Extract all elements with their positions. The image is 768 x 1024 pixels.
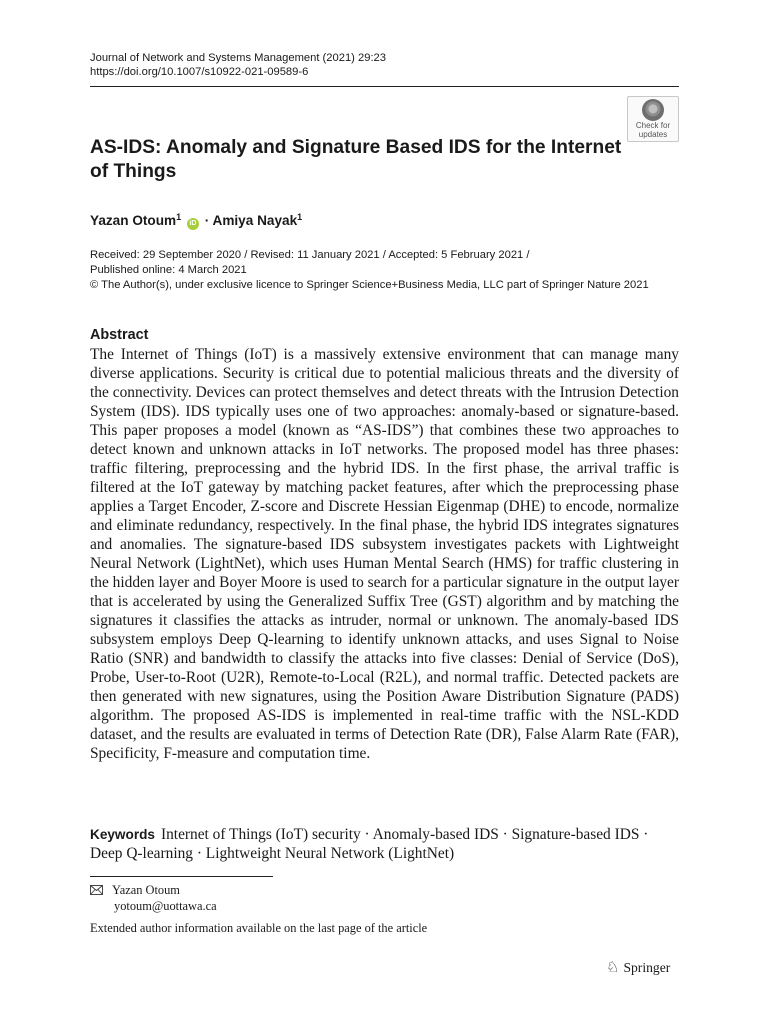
- keywords-list: Internet of Things (IoT) security · Anomaly-based IDS · Signature-based IDS · Deep Q-learning · Lightweight Neural Network (LightNet): [90, 826, 649, 862]
- paper-title: AS-IDS: Anomaly and Signature Based IDS for the Internet of Things: [90, 137, 622, 182]
- orcid-icon[interactable]: iD: [187, 218, 199, 230]
- header-divider: [90, 86, 679, 87]
- publication-dates: [90, 248, 690, 293]
- corresponding-author-email[interactable]: yotoum@uottawa.ca: [114, 899, 217, 913]
- published-online: Published online: 4 March 2021: [90, 264, 247, 276]
- author-name[interactable]: Yazan Otoum: [90, 213, 177, 228]
- extended-author-info: Extended author information available on the last page of the article: [90, 921, 428, 935]
- check-for-updates-button[interactable]: [627, 96, 679, 142]
- received-revised-accepted: Received: 29 September 2020 / Revised: 11 January 2021 / Accepted: 5 February 2021 /: [90, 249, 530, 261]
- check-for-label: Check for: [635, 121, 671, 130]
- springer-horse-icon: ♘: [606, 960, 620, 976]
- publisher-logo[interactable]: [606, 959, 670, 977]
- envelope-icon: [90, 882, 112, 898]
- abstract-text: The Internet of Things (IoT) is a massively extensive environment that can manage many diverse applications. Security is critical due to potential malicious threats and the diversity of the connectivity. Devices can protect themselves and detect threats with the Intrusion Detection System (IDS). IDS typically uses one of two approaches: anomaly-based or signature-based. This paper proposes a model (known as “AS-IDS”) that combines these two approaches to detect known and unknown attacks in IoT networks. The proposed model has three phases: traffic filtering, preprocessing and the hybrid IDS. In the first phase, the arrival traffic is filtered at the IoT gateway by matching packet features, after which the preprocessing phase applies a Target Encoder, Z-score and Discrete Hessian Eigenmap (DHE) to encode, normalize and eliminate redundancy, respectively. In the final phase, the hybrid IDS integrates signatures and anomalies. The signature-based IDS subsystem investigates packets with Lightweight Neural Network (LightNet), which uses Human Mental Search (HMS) for traffic clustering in the hidden layer and Boyer Moore is used to search for a particular signature in the output layer that is accelerated by using the Generalized Suffix Tree (GST) algorithm and by matching the signatures it classifies the attacks as intruder, normal or unknown. The anomaly-based IDS subsystem employs Deep Q-learning to identify unknown attacks, and uses Signal to Noise Ratio (SNR) and bandwidth to classify the attacks into five classes: Denial of Service (DoS), Probe, User-to-Root (U2R), Remote-to-Local (R2L), and normal traffic. Detected packets are then generated with new signatures, using the Position Aware Distribution Signature (PADS) algorithm. The proposed AS-IDS is implemented in real-time traffic with the NSL-KDD dataset, and the results are evaluated in terms of Detection Rate (DR), False Alarm Rate (FAR), Specificity, F-measure and computation time.: [90, 346, 679, 762]
- footnote-divider: [90, 876, 273, 877]
- correspondence-note: [90, 882, 390, 914]
- updates-label: updates: [638, 130, 668, 140]
- update-check-icon: [642, 99, 664, 121]
- publisher-name: Springer: [623, 960, 671, 975]
- keywords-label: Keywords: [90, 827, 155, 842]
- author-separator: ·: [204, 213, 210, 228]
- journal-citation: Journal of Network and Systems Management (2021) 29:23: [90, 52, 387, 64]
- copyright-notice: © The Author(s), under exclusive licence to Springer Science+Business Media, LLC part of Springer Nature 2021: [90, 279, 649, 291]
- corresponding-author-name: Yazan Otoum: [112, 883, 180, 897]
- author-affiliation: 1: [297, 212, 303, 222]
- journal-header: [90, 51, 590, 79]
- keywords-section: [90, 825, 679, 863]
- author-list: [90, 208, 650, 230]
- abstract-heading: Abstract: [90, 327, 149, 343]
- author-affiliation: 1: [176, 212, 182, 222]
- author-name[interactable]: Amiya Nayak: [212, 213, 298, 228]
- doi-link[interactable]: https://doi.org/10.1007/s10922-021-09589-6: [90, 66, 309, 78]
